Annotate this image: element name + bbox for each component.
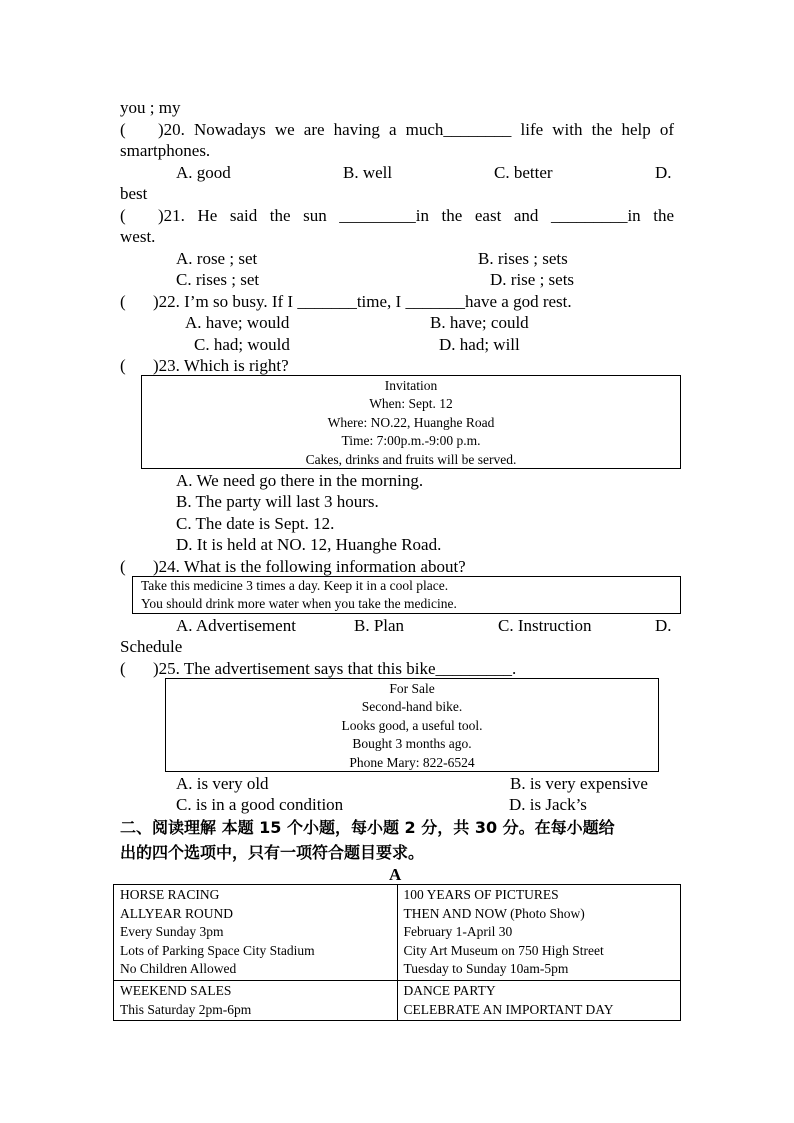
ad-cell-pictures [397, 885, 681, 981]
option-c: C. is in a good condition [176, 795, 344, 814]
question-24-stem: )24. What is the following information about? [153, 557, 466, 576]
option-d: D. is Jack’s [509, 795, 587, 814]
option-d: D. [655, 163, 672, 182]
ad-line: THEN AND NOW (Photo Show) [403, 905, 585, 921]
answer-paren: ( [120, 659, 126, 678]
question-25-stem: )25. The advertisement says that this bike_________. [153, 659, 517, 678]
notice-line: When: Sept. 12 [369, 396, 453, 412]
option-b: B. is very expensive [510, 774, 648, 793]
question-21-stem: )21. He said the sun _________in the east and _________in the [158, 206, 674, 225]
answer-paren: ( [120, 292, 126, 311]
ad-line: DANCE PARTY [403, 982, 496, 998]
ad-line: WEEKEND SALES [120, 982, 232, 998]
ad-line: This Saturday 2pm-6pm [120, 1001, 252, 1017]
option-a: A. have; would [185, 313, 290, 332]
option-d: D. had; will [439, 335, 520, 354]
option-a: A. good [176, 163, 231, 182]
option-c: C. had; would [194, 335, 290, 354]
notice-line: For Sale [389, 681, 435, 696]
ad-line: Every Sunday 3pm [120, 924, 224, 940]
option-a: A. rose ; set [176, 249, 258, 268]
option-d: D. rise ; sets [490, 270, 575, 289]
ad-cell-dance-party [397, 980, 681, 1020]
answer-paren: ( [120, 120, 126, 139]
ad-line: ALLYEAR ROUND [120, 905, 234, 921]
option-a: A. We need go there in the morning. [176, 471, 424, 490]
ad-line: Lots of Parking Space City Stadium [120, 942, 315, 958]
ad-line: Tuesday to Sunday 10am-5pm [403, 961, 569, 977]
ad-line: HORSE RACING [120, 887, 220, 902]
option-c: C. Instruction [498, 616, 592, 635]
option-d-cont: best [120, 184, 148, 203]
option-a: A. is very old [176, 774, 269, 793]
question-22-stem: )22. I’m so busy. If I _______time, I _______have a god rest. [153, 292, 572, 311]
section-2-heading-cont: 出的四个选项中，只有一项符合题目要求。 [120, 843, 425, 862]
option-d-cont: Schedule [120, 637, 183, 656]
option-c: C. better [494, 163, 553, 182]
option-b: B. Plan [354, 616, 405, 635]
ad-line: CELEBRATE AN IMPORTANT DAY [403, 1001, 614, 1017]
option-b: B. The party will last 3 hours. [176, 492, 379, 511]
option-d: D. It is held at NO. 12, Huanghe Road. [176, 535, 442, 554]
option-d: D. [655, 616, 672, 635]
answer-paren: ( [120, 206, 126, 225]
notice-line: Looks good, a useful tool. [341, 717, 483, 733]
option-b: B. well [343, 163, 393, 182]
notice-line: Second-hand bike. [361, 699, 463, 715]
notice-line: You should drink more water when you take the medicine. [141, 596, 457, 612]
notice-line: Phone Mary: 822-6524 [349, 754, 475, 770]
ad-line: 100 YEARS OF PICTURES [403, 887, 559, 902]
notice-line: Time: 7:00p.m.-9:00 p.m. [341, 433, 481, 449]
question-23-stem: )23. Which is right? [153, 356, 289, 375]
ad-line: City Art Museum on 750 High Street [403, 942, 604, 958]
passage-label: A [389, 865, 402, 884]
answer-paren: ( [120, 356, 126, 375]
ad-line: February 1-April 30 [403, 924, 513, 940]
notice-line: Take this medicine 3 times a day. Keep it in a cool place. [141, 578, 449, 593]
question-20-stem: )20. Nowadays we are having a much________ life with the help of [158, 120, 674, 139]
ad-cell-horse-racing [114, 885, 398, 981]
section-2-heading: 二、阅读理解 本题 15 个小题，每小题 2 分，共 30 分。在每小题给 [120, 818, 615, 837]
ad-cell-weekend-sales [114, 980, 398, 1020]
question-21-stem-cont: west. [120, 227, 156, 246]
answer-paren: ( [120, 557, 126, 576]
medicine-instruction-notice [132, 576, 681, 614]
notice-line: Where: NO.22, Huanghe Road [327, 414, 495, 430]
ads-table [113, 884, 681, 1021]
notice-line: Cakes, drinks and fruits will be served. [305, 451, 517, 467]
for-sale-notice [165, 678, 659, 772]
invitation-notice [141, 375, 681, 469]
option-c: C. rises ; set [176, 270, 260, 289]
option-a: A. Advertisement [176, 616, 296, 635]
notice-line: Bought 3 months ago. [352, 736, 472, 752]
option-b: B. have; could [430, 313, 529, 332]
question-19-tail: you ; my [120, 98, 181, 117]
notice-line: Invitation [384, 378, 438, 393]
ad-line: No Children Allowed [120, 961, 237, 977]
question-20-stem-cont: smartphones. [120, 141, 211, 160]
option-b: B. rises ; sets [478, 249, 568, 268]
option-c: C. The date is Sept. 12. [176, 514, 335, 533]
